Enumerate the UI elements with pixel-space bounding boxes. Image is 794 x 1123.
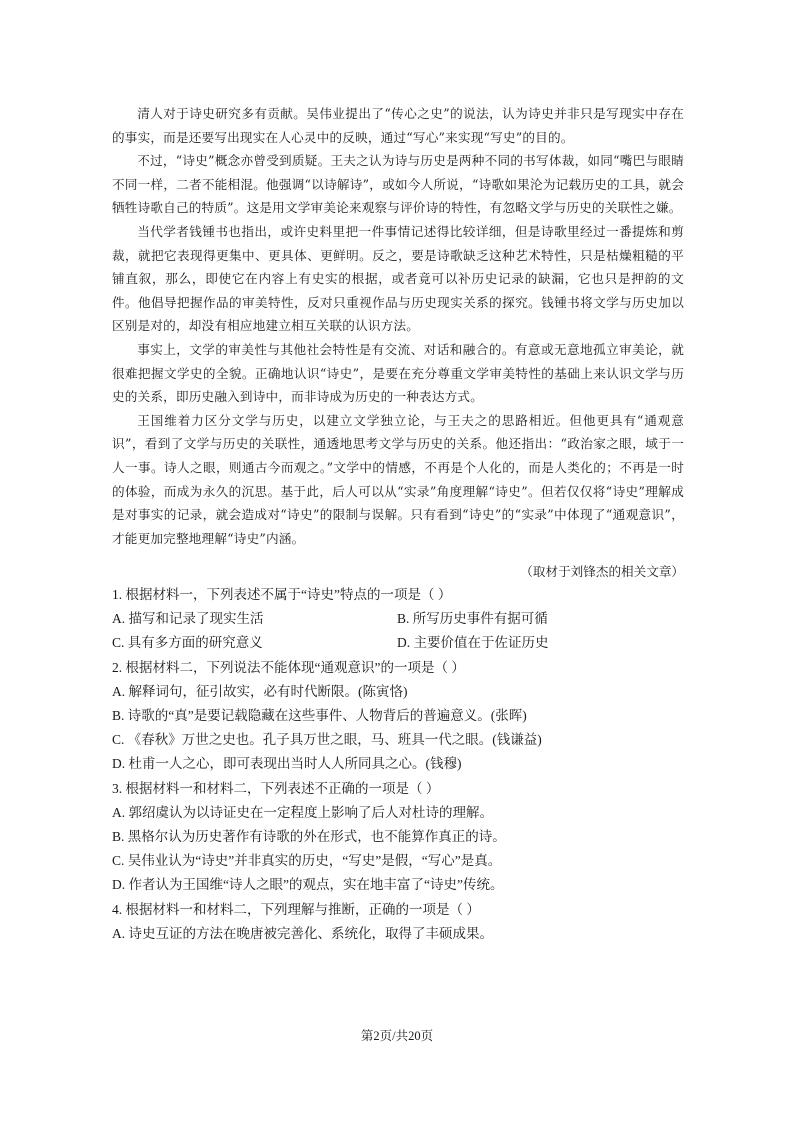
question-stem: 1. 根据材料一，下列表述不属于“诗史”特点的一项是（ ） bbox=[112, 587, 452, 602]
question-3 bbox=[112, 777, 692, 898]
passage-paragraph: 王国维着力区分文学与历史，以建立文学独立论，与王夫之的思路相近。但他更具有“通观意识”，看到了文学与历史的关联性，通透地思考文学与历史的关系。他还指出：“政治家之眼，域于一人一事。诗人之眼，则通古今而观之。”文学中的情感，不再是个人化的，而是人类化的；不再是一时的体验，而成为永久的沉思。基于此，后人可以从“实录”角度理解“诗史”。但若仅仅将“诗史”理解成是对事实的记录，就会造成对“诗史”的限制与误解。只有看到“诗史”的“实录”中体现了“通观意识”，才能更加完整地理解“诗史”内涵。 bbox=[112, 412, 684, 546]
option-row bbox=[112, 607, 692, 631]
passage-paragraph: 事实上，文学的审美性与其他社会特性是有交流、对话和融合的。有意或无意地孤立审美论，就很难把握文学史的全貌。正确地认识“诗史”，是要在充分尊重文学审美特性的基础上来认识文学与历史的关系，即历史融入到诗中，而非诗成为历史的一种表达方式。 bbox=[112, 341, 684, 405]
passage-source: （取材于刘锋杰的相关文章） bbox=[520, 564, 684, 579]
option-a: A. 诗史互证的方法在晚唐被完善化、系统化，取得了丰硕成果。 bbox=[112, 925, 493, 941]
option-b: B. 所写历史事件有据可循 bbox=[397, 611, 548, 627]
reading-passage bbox=[112, 102, 684, 550]
question-2 bbox=[112, 656, 692, 777]
question-1 bbox=[112, 583, 692, 656]
passage-paragraph: 当代学者钱锺书也指出，或许史料里把一件事情记述得比较详细，但是诗歌里经过一番提炼和剪裁，就把它表现得更集中、更具体、更鲜明。反之，要是诗歌缺乏这种艺术特性，只是枯燥粗糙的平铺直叙，那么，即使它在内容上有史实的根据，或者竟可以补历史记录的缺漏，它也只是押韵的文件。他倡导把握作品的审美特性，反对只重视作品与历史现实关系的探究。钱锺书将文学与历史加以区别是对的，却没有相应地建立相互关联的认识方法。 bbox=[112, 223, 684, 334]
option-d: D. 主要价值在于佐证历史 bbox=[397, 635, 549, 651]
question-stem: 4. 根据材料一和材料二，下列理解与推断，正确的一项是（ ） bbox=[112, 901, 480, 917]
option-b: B. 诗歌的“真”是要记载隐藏在这些事件、人物背后的普遍意义。(张晖) bbox=[112, 708, 527, 724]
option-b: B. 黑格尔认为历史著作有诗歌的外在形式，也不能算作真正的诗。 bbox=[112, 829, 506, 845]
option-d: D. 作者认为王国维“诗人之眼”的观点，实在地丰富了“诗史”传统。 bbox=[112, 877, 504, 893]
option-row bbox=[112, 631, 692, 655]
option-d: D. 杜甫一人之心，即可表现出当时人人所同具之心。(钱穆) bbox=[112, 756, 462, 772]
passage-paragraph: 不过，“诗史”概念亦曾受到质疑。王夫之认为诗与历史是两种不同的书写体裁，如同“嘴巴与眼睛不同一样，二者不能相混。他强调“以诗解诗”，或如今人所说，“诗歌如果沦为记载历史的工具，就会牺牲诗歌自己的特质”。这是用文学审美论来观察与评价诗的特性，有忽略文学与历史的关联性之嫌。 bbox=[112, 153, 684, 216]
option-c: C. 《春秋》万世之史也。孔子具万世之眼，马、班具一代之眼。(钱谦益) bbox=[112, 732, 542, 748]
option-c: C. 吴伟业认为“诗史”并非真实的历史，“写史”是假，“写心”是真。 bbox=[112, 853, 502, 869]
option-a: A. 描写和记录了现实生活 bbox=[112, 611, 264, 627]
question-stem: 2. 根据材料二，下列说法不能体现“通观意识”的一项是（ ） bbox=[112, 659, 465, 675]
option-c: C. 具有多方面的研究意义 bbox=[112, 635, 263, 651]
option-a: A. 郭绍虞认为以诗证史在一定程度上影响了后人对杜诗的理解。 bbox=[112, 804, 493, 820]
question-stem: 3. 根据材料一和材料二，下列表述不正确的一项是（ ） bbox=[112, 780, 440, 796]
page-number: 第2页/共20页 bbox=[360, 1029, 434, 1043]
question-4 bbox=[112, 898, 692, 946]
question-list bbox=[112, 583, 692, 946]
passage-paragraph: 清人对于诗史研究多有贡献。吴伟业提出了“传心之史”的说法，认为诗史并非只是写现实中存在的事实，而是还要写出现实在人心灵中的反映，通过“写心”来实现“写史”的目的。 bbox=[112, 106, 684, 145]
option-a: A. 解释词句，征引故实，必有时代断限。(陈寅恪) bbox=[112, 683, 408, 699]
